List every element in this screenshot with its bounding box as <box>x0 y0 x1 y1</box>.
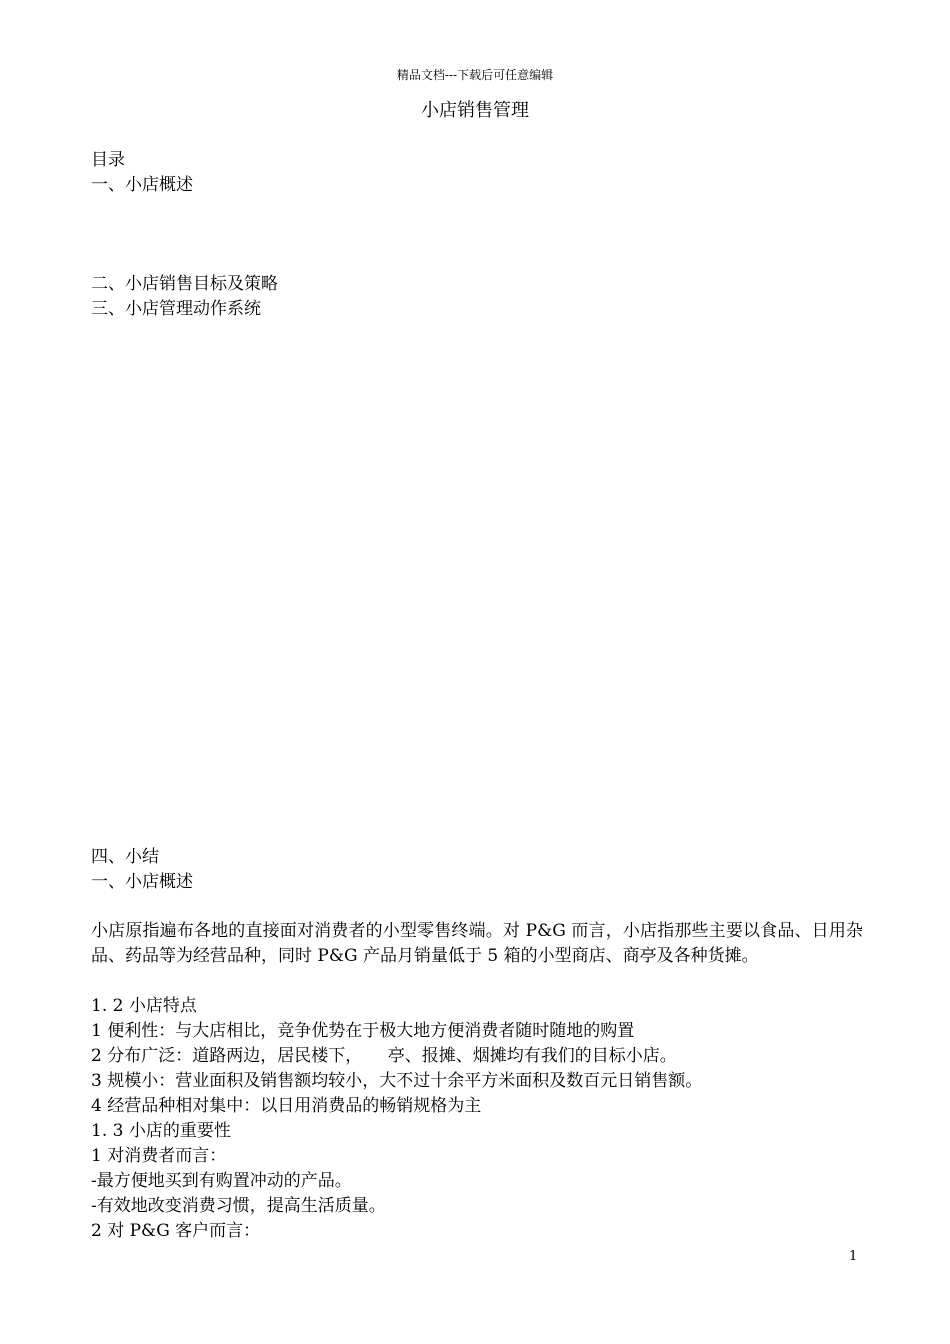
page-number: 1 <box>849 1249 858 1264</box>
importance-item: -有效地改变消费习惯，提高生活质量。 <box>91 1196 386 1216</box>
feature-item: 1 便利性：与大店相比，竞争优势在于极大地方便消费者随时随地的购置 <box>91 1021 635 1041</box>
feature-item: 4 经营品种相对集中：以日用消费品的畅销规格为主 <box>91 1096 482 1116</box>
toc-item-4: 四、小结 <box>91 847 159 867</box>
subsection-heading-features: 1. 2 小店特点 <box>91 996 197 1016</box>
importance-item: 2 对 P&G 客户而言： <box>91 1221 261 1241</box>
intro-paragraph: 小店原指遍布各地的直接面对消费者的小型零售终端。对 P&G 而言，小店指那些主要以食品、日用杂品、药品等为经营品种，同时 P&G 产品月销量低于 5 箱的小型商店、商亭及各种货摊。 <box>91 921 863 966</box>
section-heading: 一、小店概述 <box>91 872 193 892</box>
feature-item: 2 分布广泛：道路两边，居民楼下， 亭、报摊、烟摊均有我们的目标小店。 <box>91 1046 677 1066</box>
document-title: 小店销售管理 <box>421 100 529 121</box>
importance-item: -最方便地买到有购置冲动的产品。 <box>91 1171 352 1191</box>
toc-item-1: 一、小店概述 <box>91 175 193 195</box>
importance-item: 1 对消费者而言： <box>91 1146 227 1166</box>
toc-item-3: 三、小店管理动作系统 <box>91 299 261 319</box>
feature-item: 3 规模小：营业面积及销售额均较小，大不过十余平方米面积及数百元日销售额。 <box>91 1071 703 1091</box>
toc-item-2: 二、小店销售目标及策略 <box>91 274 278 294</box>
subsection-heading-importance: 1. 3 小店的重要性 <box>91 1121 231 1141</box>
toc-heading: 目录 <box>91 150 125 170</box>
page-header: 精品文档---下载后可任意编辑 <box>396 68 554 82</box>
